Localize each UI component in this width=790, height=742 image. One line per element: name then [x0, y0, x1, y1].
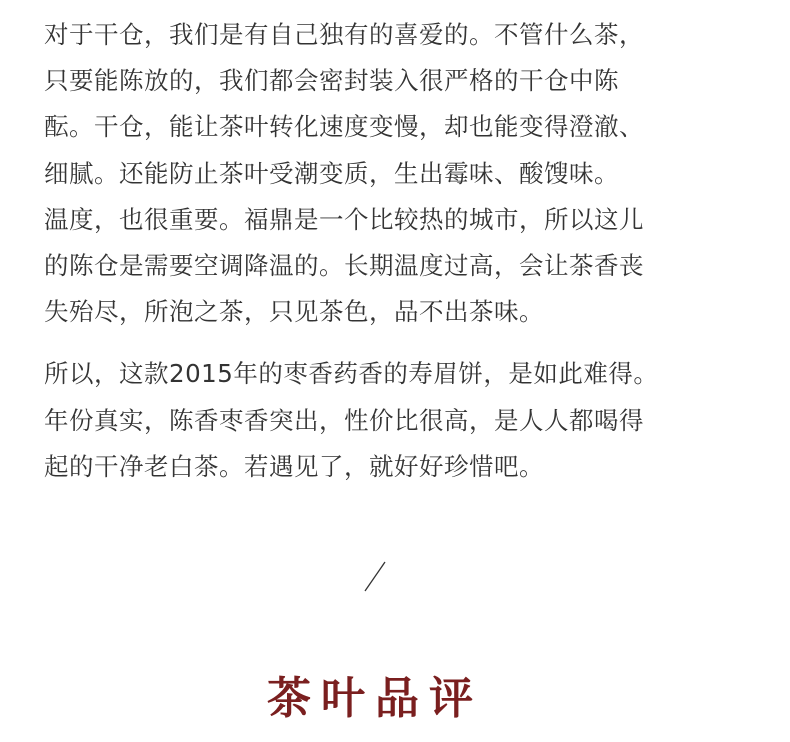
slash-divider [360, 560, 390, 594]
article-body [44, 12, 754, 490]
text-line: 失殆尽，所泡之茶，只见茶色，品不出茶味。 [44, 297, 544, 327]
text-line: 酝。干仓，能让茶叶转化速度变慢，却也能变得澄澈、 [44, 112, 644, 142]
text-line: 对于干仓，我们是有自己独有的喜爱的。不管什么茶， [44, 20, 644, 49]
text-line: 年份真实，陈香枣香突出，性价比很高，是人人都喝得 [44, 405, 644, 435]
text-line: 细腻。还能防止茶叶受潮变质，生出霉味、酸馊味。 [44, 158, 619, 188]
text-line: 的陈仓是需要空调降温的。长期温度过高，会让茶香丧 [44, 251, 644, 281]
slash-icon [360, 560, 390, 594]
text-line: 所以，这款2015年的枣香药香的寿眉饼，是如此难得。 [44, 359, 659, 389]
text-line: 温度，也很重要。福鼎是一个比较热的城市，所以这儿 [44, 204, 644, 234]
text-line: 起的干净老白茶。若遇见了，就好好珍惜吧。 [44, 451, 544, 481]
text-line: 只要能陈放的，我们都会密封装入很严格的干仓中陈 [44, 66, 619, 96]
paragraph-dry-storage [44, 12, 754, 335]
paragraph-conclusion [44, 351, 754, 490]
section-heading: 茶叶品评 [267, 673, 483, 724]
